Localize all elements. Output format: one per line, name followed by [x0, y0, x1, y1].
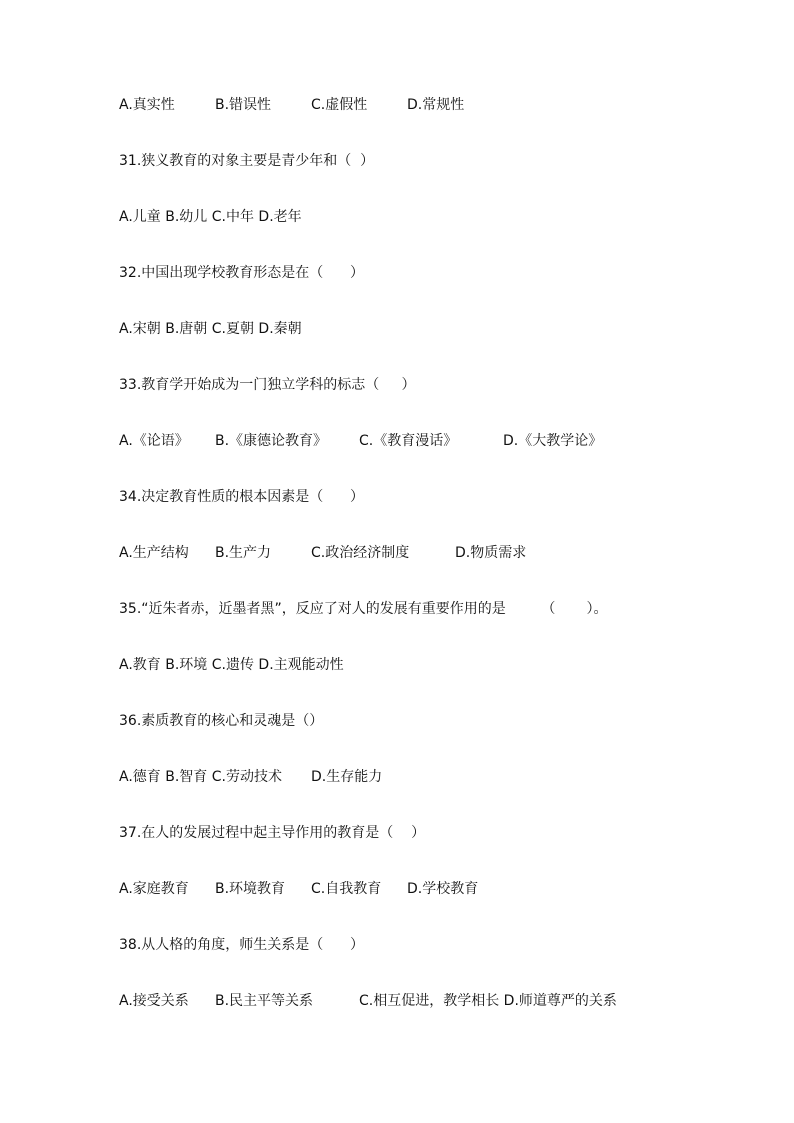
option-b: B.《康德论教育》: [215, 433, 328, 449]
question-38: 38.从人格的角度，师生关系是（ ）: [119, 937, 364, 953]
option-c: C.政治经济制度: [311, 545, 410, 561]
option-a: A.家庭教育: [119, 881, 189, 897]
option-c: C.虚假性: [311, 97, 368, 113]
question-32: 32.中国出现学校教育形态是在（ ）: [119, 265, 364, 281]
option-b: B.民主平等关系: [215, 993, 314, 1009]
options-text: A.教育 B.环境 C.遗传 D.主观能动性: [119, 657, 344, 673]
options-text: A.宋朝 B.唐朝 C.夏朝 D.秦朝: [119, 321, 302, 337]
option-a: A.真实性: [119, 97, 175, 113]
question-33: 33.教育学开始成为一门独立学科的标志（ ）: [119, 377, 416, 393]
options-line: [119, 319, 302, 339]
question-35: 35.“近朱者赤，近墨者黑”，反应了对人的发展有重要作用的是 （ ）。: [119, 601, 608, 617]
question-36: 36.素质教育的核心和灵魂是（）: [119, 713, 324, 729]
option-b: B.生产力: [215, 545, 272, 561]
option-b: B.错误性: [215, 97, 272, 113]
question-31: 31.狭义教育的对象主要是青少年和（ ）: [119, 153, 375, 169]
option-a: A.接受关系: [119, 993, 189, 1009]
options-line: [119, 543, 527, 563]
options-line: [119, 991, 617, 1011]
option-b: B.环境教育: [215, 881, 286, 897]
options-line: [119, 207, 302, 227]
option-c: C.自我教育: [311, 881, 382, 897]
options-line: [119, 431, 603, 451]
options-line: [119, 655, 344, 675]
option-a: A.生产结构: [119, 545, 189, 561]
option-d: D.生存能力: [311, 769, 383, 785]
option-d: D.物质需求: [455, 545, 527, 561]
options-text: A.儿童 B.幼儿 C.中年 D.老年: [119, 209, 302, 225]
option-a: A.《论语》: [119, 433, 189, 449]
options-line: [119, 767, 383, 787]
question-37: 37.在人的发展过程中起主导作用的教育是（ ）: [119, 825, 426, 841]
options-line: [119, 879, 479, 899]
option-c-d: C.相互促进，教学相长 D.师道尊严的关系: [359, 993, 617, 1009]
option-d: D.常规性: [407, 97, 465, 113]
option-d: D.《大教学论》: [503, 433, 603, 449]
option-d: D.学校教育: [407, 881, 479, 897]
option-c: C.《教育漫话》: [359, 433, 458, 449]
options-line: [119, 95, 465, 115]
question-34: 34.决定教育性质的根本因素是（ ）: [119, 489, 364, 505]
options-text: A.德育 B.智育 C.劳动技术: [119, 769, 282, 785]
